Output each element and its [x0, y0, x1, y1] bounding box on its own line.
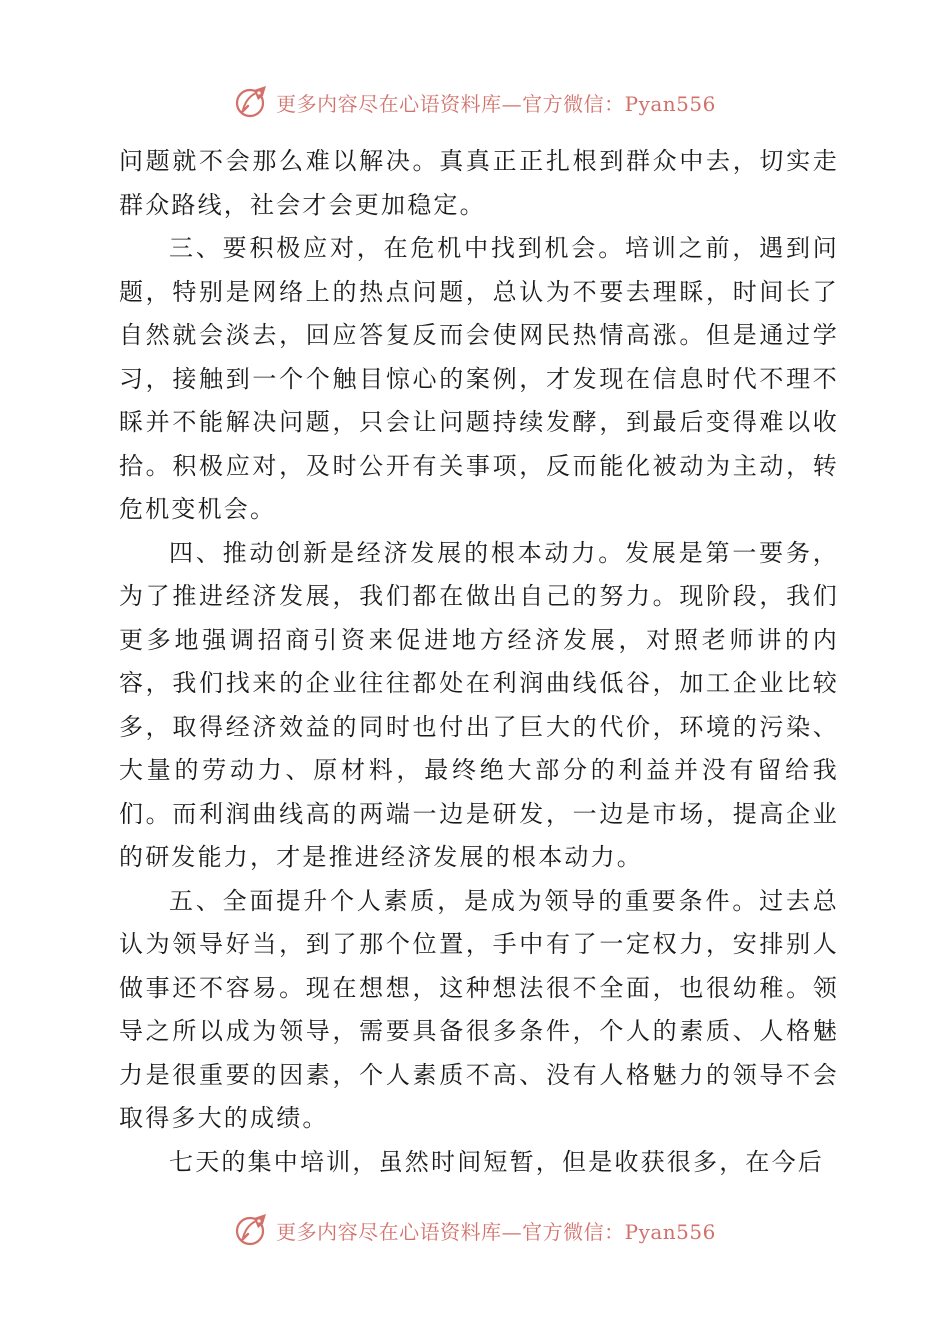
header-banner: [0, 82, 950, 122]
pen-logo-icon: [234, 1212, 270, 1248]
paragraph-three: 三、要积极应对，在危机中找到机会。培训之前，遇到问题，特别是网络上的热点问题，总认为不要去理睬，时间长了自然就会淡去，回应答复反而会使网民热情高涨。但是通过学习，接触到一个个触目惊心的案例，才发现在信息时代不理不睬并不能解决问题，只会让问题持续发酵，到最后变得难以收拾。积极应对，及时公开有关事项，反而能化被动为主动，转危机变机会。: [119, 234, 839, 523]
banner-text: 更多内容尽在心语资料库—官方微信：Pyan556: [276, 1219, 716, 1244]
document-body: [119, 140, 839, 1184]
paragraph-conclusion: 七天的集中培训，虽然时间短暂，但是收获很多，在今后: [169, 1147, 824, 1176]
paragraph-continued: 问题就不会那么难以解决。真真正正扎根到群众中去，切实走群众路线，社会才会更加稳定。: [119, 147, 839, 219]
paragraph-five: 五、全面提升个人素质，是成为领导的重要条件。过去总认为领导好当，到了那个位置，手中有了一定权力，安排别人做事还不容易。现在想想，这种想法很不全面，也很幼稚。领导之所以成为领导，需要具备很多条件，个人的素质、人格魅力是很重要的因素，个人素质不高、没有人格魅力的领导不会取得多大的成绩。: [119, 886, 839, 1132]
footer-banner: [0, 1210, 950, 1250]
pen-logo-icon: [234, 84, 270, 120]
paragraph-four: 四、推动创新是经济发展的根本动力。发展是第一要务，为了推进经济发展，我们都在做出自己的努力。现阶段，我们更多地强调招商引资来促进地方经济发展，对照老师讲的内容，我们找来的企业往往都处在利润曲线低谷，加工企业比较多，取得经济效益的同时也付出了巨大的代价，环境的污染、大量的劳动力、原材料，最终绝大部分的利益并没有留给我们。而利润曲线高的两端一边是研发，一边是市场，提高企业的研发能力，才是推进经济发展的根本动力。: [119, 538, 839, 871]
banner-text: 更多内容尽在心语资料库—官方微信：Pyan556: [276, 91, 716, 116]
